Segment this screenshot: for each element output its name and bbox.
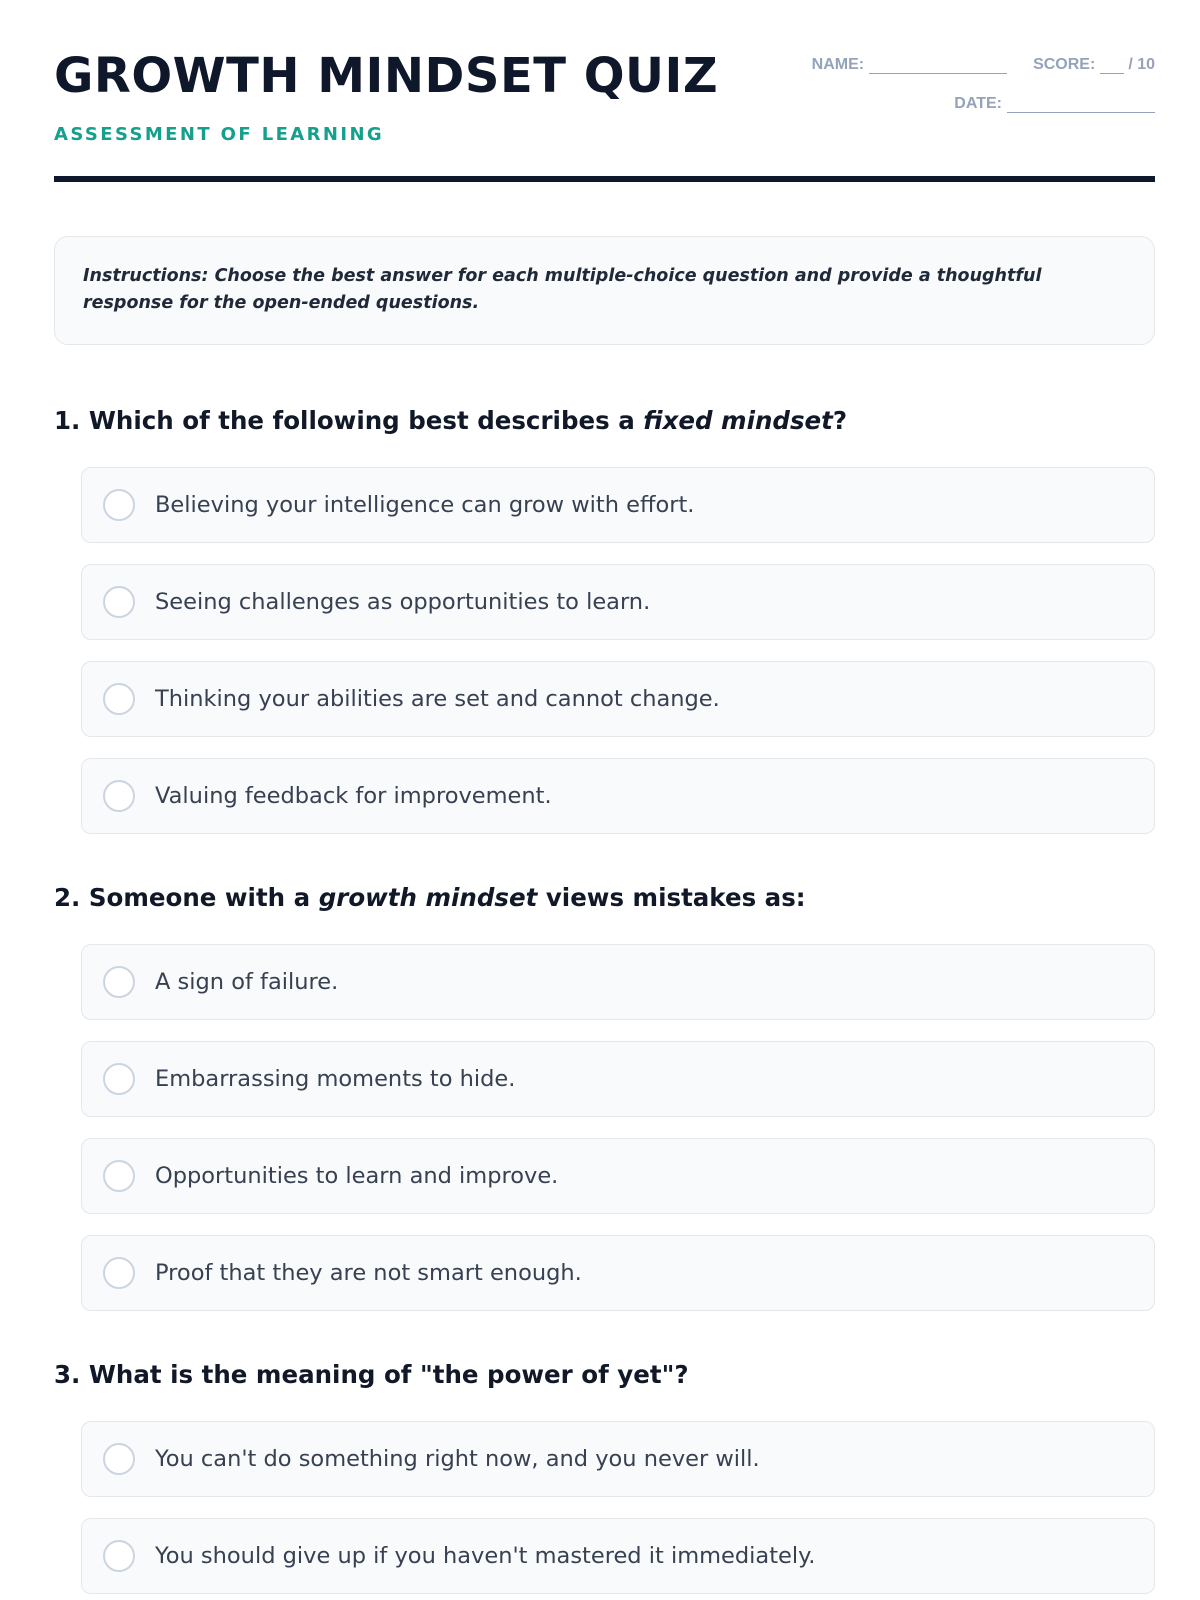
date-label: DATE: [954, 95, 1002, 112]
date-blank-line[interactable] [1007, 97, 1155, 113]
question-1 [54, 405, 1155, 834]
radio-button-icon[interactable] [103, 1257, 135, 1289]
question-3 [54, 1359, 1155, 1594]
page-title: GROWTH MINDSET QUIZ [54, 48, 719, 104]
score-blank-line[interactable] [1100, 58, 1124, 74]
name-field[interactable] [812, 56, 1007, 74]
radio-button-icon[interactable] [103, 489, 135, 521]
radio-button-icon[interactable] [103, 966, 135, 998]
option-label: You should give up if you haven't mastered it immediately. [155, 1543, 816, 1569]
question-emphasis: fixed mindset [643, 406, 833, 435]
option-label: A sign of failure. [155, 969, 339, 995]
option-label: Thinking your abilities are set and cannot change. [155, 686, 720, 712]
answer-options [81, 1421, 1155, 1594]
name-label: NAME: [811, 56, 865, 73]
question-prefix: 1. Which of the following best describes a [54, 406, 644, 435]
meta-row-bottom [954, 95, 1155, 113]
question-title [54, 882, 1155, 914]
answer-option[interactable] [81, 1041, 1155, 1117]
page-subtitle: ASSESSMENT OF LEARNING [54, 124, 385, 145]
option-label: You can't do something right now, and you never will. [155, 1446, 760, 1472]
answer-options [81, 467, 1155, 834]
answer-option[interactable] [81, 564, 1155, 640]
radio-button-icon[interactable] [103, 586, 135, 618]
question-prefix: 2. Someone with a [54, 883, 319, 912]
question-prefix: 3. What is the meaning of "the power of yet"? [54, 1360, 689, 1389]
meta-row-top [812, 56, 1155, 74]
question-title [54, 1359, 1155, 1391]
question-suffix: ? [832, 406, 848, 435]
score-field [1033, 56, 1155, 74]
question-suffix: views mistakes as: [537, 883, 806, 912]
answer-option[interactable] [81, 661, 1155, 737]
question-2 [54, 882, 1155, 1311]
option-label: Embarrassing moments to hide. [155, 1066, 516, 1092]
instructions-box: Instructions: Choose the best answer for each multiple-choice question and provide a thoughtful response for the open-ended questions. [54, 236, 1155, 345]
radio-button-icon[interactable] [103, 1063, 135, 1095]
name-blank-line[interactable] [869, 58, 1007, 74]
radio-button-icon[interactable] [103, 1160, 135, 1192]
quiz-header [54, 0, 1155, 182]
score-label: SCORE: [1033, 56, 1096, 73]
radio-button-icon[interactable] [103, 683, 135, 715]
option-label: Valuing feedback for improvement. [155, 783, 552, 809]
answer-option[interactable] [81, 1138, 1155, 1214]
radio-button-icon[interactable] [103, 1540, 135, 1572]
option-label: Opportunities to learn and improve. [155, 1163, 559, 1189]
question-emphasis: growth mindset [318, 883, 538, 912]
option-label: Believing your intelligence can grow with effort. [155, 492, 695, 518]
option-label: Proof that they are not smart enough. [155, 1260, 582, 1286]
radio-button-icon[interactable] [103, 780, 135, 812]
score-total: / 10 [1128, 56, 1155, 73]
answer-option[interactable] [81, 1421, 1155, 1497]
answer-option[interactable] [81, 1518, 1155, 1594]
answer-option[interactable] [81, 1235, 1155, 1311]
question-title [54, 405, 1155, 437]
option-label: Seeing challenges as opportunities to learn. [155, 589, 651, 615]
answer-option[interactable] [81, 944, 1155, 1020]
answer-option[interactable] [81, 467, 1155, 543]
radio-button-icon[interactable] [103, 1443, 135, 1475]
answer-option[interactable] [81, 758, 1155, 834]
answer-options [81, 944, 1155, 1311]
date-field[interactable] [954, 95, 1155, 113]
